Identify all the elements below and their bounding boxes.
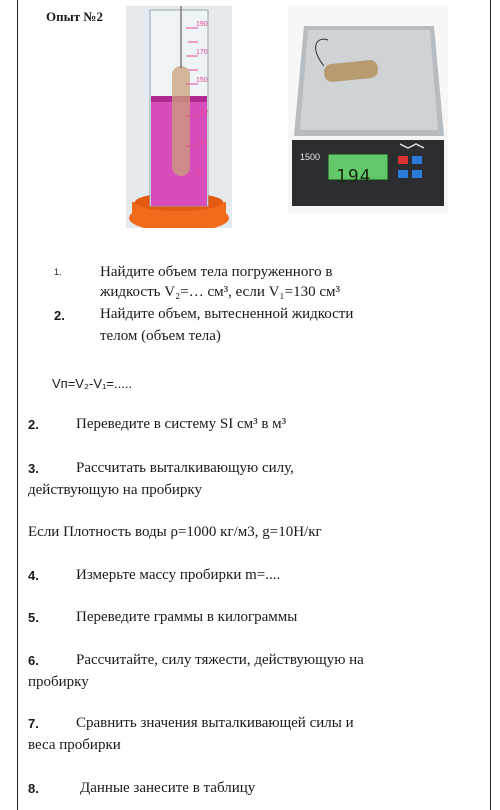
scale-photo (288, 6, 448, 214)
svg-text:90: 90 (196, 169, 204, 176)
instruction-1-line2: жидкость V₂=… см³, если V₁=130 см³ (100, 284, 341, 300)
step-6-number: 6. (28, 653, 39, 668)
svg-text:170: 170 (196, 49, 208, 56)
step-6-line2: пробирку (28, 674, 89, 690)
svg-text:130: 130 (196, 109, 208, 116)
experiment-title: Опыт №2 (46, 9, 103, 24)
svg-text:150: 150 (196, 77, 208, 84)
step-5-text: Переведите граммы в килограммы (76, 609, 298, 625)
step-4-number: 4. (28, 568, 39, 583)
step-6-line1: Рассчитайте, силу тяжести, действующую на (76, 652, 364, 668)
instruction-2-line2: телом (объем тела) (100, 328, 221, 344)
scale-readout: 194 (336, 166, 372, 187)
density-note: Если Плотность воды ρ=1000 кг/м3, g=10Н/кг (28, 524, 322, 540)
volume-formula: Vп=V₂-V₁=..... (52, 376, 133, 391)
instruction-2-number: 2. (54, 308, 65, 323)
step-3-line2: действующую на пробирку (28, 482, 203, 498)
instruction-1-number: 1. (54, 267, 62, 277)
svg-text:110: 110 (196, 139, 208, 146)
step-7-line1: Сравнить значения выталкивающей силы и (76, 715, 354, 731)
step-3-line1: Рассчитать выталкивающую силу, (76, 460, 294, 476)
step-7-line2: веса пробирки (28, 737, 121, 753)
cropped-header-line (58, 0, 448, 3)
step-5-number: 5. (28, 610, 39, 625)
step-2-text: Переведите в систему SI см³ в м³ (76, 416, 287, 432)
instruction-1-line1: Найдите объем тела погруженного в (100, 264, 333, 280)
svg-text:190: 190 (196, 21, 208, 28)
step-7-number: 7. (28, 716, 39, 731)
step-2-number: 2. (28, 417, 39, 432)
step-4-text: Измерьте массу пробирки m=.... (76, 567, 281, 583)
step-8-number: 8. (28, 781, 39, 796)
step-3-number: 3. (28, 461, 39, 476)
step-8-text: Данные занесите в таблицу (80, 780, 256, 796)
scale-brand-label: 1500 (300, 152, 321, 162)
worksheet-page (17, 0, 491, 810)
instruction-2-line1: Найдите объем, вытесненной жидкости (100, 306, 354, 322)
cylinder-photo (126, 6, 232, 228)
